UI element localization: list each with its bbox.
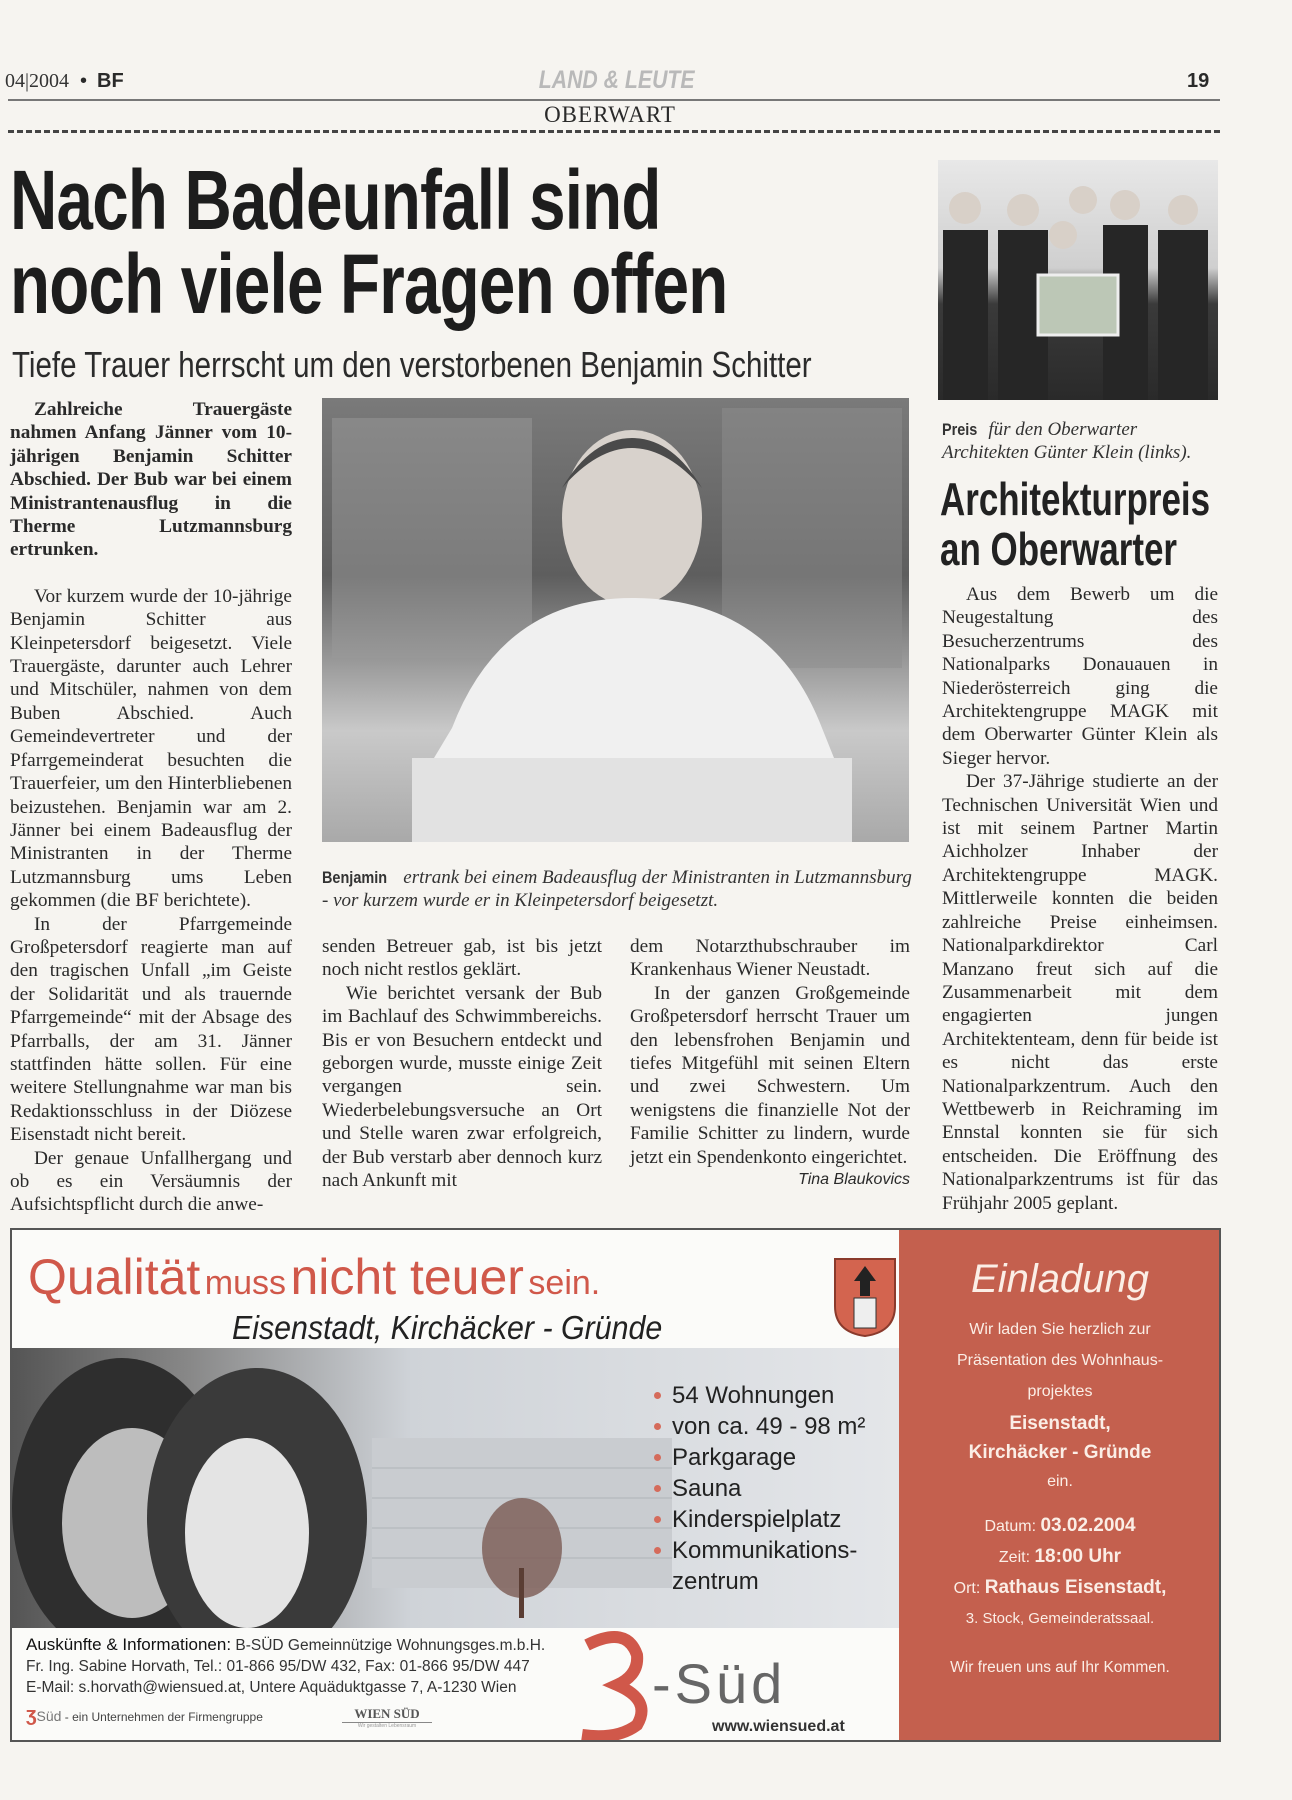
headline-line-1: Nach Badeunfall sind — [10, 153, 661, 247]
paragraph: Der genaue Unfallhergang und ob es ein Versäumnis der Aufsichtspflicht durch die anwe- — [10, 1147, 292, 1216]
main-headline — [10, 153, 728, 331]
feature-item: Sauna — [650, 1473, 865, 1504]
boy-photo — [322, 398, 909, 842]
article-column-1 — [10, 398, 292, 1217]
side-headline-line-1: Architekturpreis — [940, 473, 1211, 525]
header-rule — [8, 99, 1220, 101]
paragraph: dem Notarzthubschrauber im Krankenhaus Wiener Neustadt. — [630, 936, 910, 981]
place-label: Ort: — [953, 1580, 981, 1597]
side-headline-line-2: an Oberwarter — [940, 523, 1178, 575]
wien-sued-tagline: Wir gestalten Lebensraum — [357, 1723, 417, 1729]
article-column-2 — [322, 935, 602, 1192]
separator-bullet: • — [80, 70, 88, 92]
page-number: 19 — [1187, 70, 1210, 92]
ad-location: Eisenstadt, Kirchäcker - Gründe — [232, 1309, 663, 1346]
invitation-closing: Wir freuen uns auf Ihr Kommen. — [950, 1659, 1170, 1676]
paragraph: senden Betreuer gab, ist bis jetzt noch nicht restlos geklärt. — [322, 936, 602, 981]
feature-item: Parkgarage — [650, 1442, 865, 1473]
slogan-word: muss — [204, 1264, 287, 1302]
ad-image-band — [12, 1348, 899, 1628]
date-value: 03.02.2004 — [1040, 1515, 1136, 1536]
caption-bold: Benjamin — [322, 868, 388, 887]
slogan-word: sein. — [528, 1264, 601, 1302]
b-sued-logo-text: -Süd — [652, 1652, 787, 1715]
advertisement — [10, 1228, 1221, 1742]
invitation-intro: Wir laden Sie herzlich zur Präsentation des Wohnhaus-projektes — [956, 1321, 1164, 1400]
author-byline: Tina Blaukovics — [798, 1171, 910, 1189]
award-photo-illustration — [938, 160, 1218, 400]
boy-photo-illustration — [322, 398, 909, 842]
issue-number: 04|2004 — [5, 70, 70, 92]
group-note-text: - ein Unternehmen der Firmengruppe — [64, 1710, 263, 1724]
feature-item: von ca. 49 - 98 m² — [650, 1411, 865, 1442]
feature-list — [650, 1380, 865, 1597]
subheadline: Tiefe Trauer herrscht um den verstorbenen Benjamin Schitter — [12, 344, 812, 385]
award-photo — [938, 160, 1218, 400]
small-b-logo-icon: ʒ — [26, 1704, 37, 1726]
slogan-word: nicht teuer — [290, 1249, 524, 1305]
contact-label: Auskünfte & Informationen: — [26, 1635, 232, 1654]
invitation-time — [899, 1542, 1221, 1573]
time-label: Zeit: — [998, 1549, 1031, 1566]
article-lead: Zahlreiche Trauergäste nahmen Anfang Jänner vom 10-jährigen Benjamin Schitter Abschied. Der Bub war bei einem Ministrantenausflug in die Therme Lutzmannsburg ertrunken. — [10, 399, 292, 561]
headline-line-2: noch viele Fragen offen — [10, 237, 728, 331]
paragraph: In der Pfarrgemeinde Großpetersdorf reagierte man auf den tragischen Unfall „im Geiste der Solidarität und als trauernde Pfarrgemeinde“ mit der Absage des Pfarrballs, der am 31. Jänner stattfinden hätte sollen. Für eine weitere Stellungnahme war man bis Redaktionsschluss in der Diözese Eisenstadt nicht bereit. — [10, 913, 292, 1146]
invitation-ein: ein. — [1047, 1473, 1073, 1490]
paragraph: Wie berichtet versank der Bub im Bachlauf des Schwimmbereichs. Bis er von Besuchern entdeckt und geborgen wurde, musste einige Zeit vergangen sein. Wiederbelebungsversuche an Ort und Stelle waren zwar erfolgreich, der Bub verstarb aber dennoch kurz nach Ankunft mit — [322, 982, 602, 1192]
website-link[interactable]: www.wiensued.at — [712, 1718, 845, 1735]
time-value: 18:00 Uhr — [1034, 1546, 1122, 1567]
award-photo-caption — [942, 418, 1220, 465]
feature-item: 54 Wohnungen — [650, 1380, 865, 1411]
small-logo-text: Süd — [36, 1708, 62, 1724]
place-detail: 3. Stock, Gemeinderatssaal. — [965, 1610, 1155, 1627]
ad-slogan — [28, 1248, 600, 1306]
contact-company: B-SÜD Gemeinnützige Wohnungsges.m.b.H. — [235, 1637, 546, 1654]
slogan-word: Qualität — [28, 1249, 201, 1305]
contact-phone: Fr. Ing. Sabine Horvath, Tel.: 01-866 95/DW 432, Fax: 01-866 95/DW 447 — [26, 1658, 530, 1675]
caption-text: für den Oberwarter Architekten Günter Klein (links). — [942, 419, 1192, 464]
project-name-1: Eisenstadt, — [1009, 1413, 1111, 1434]
page-header — [5, 66, 1220, 100]
invitation-panel — [899, 1230, 1221, 1740]
contact-email-address: E-Mail: s.horvath@wiensued.at, Untere Aquäduktgasse 7, A-1230 Wien — [26, 1679, 517, 1696]
caption-text: ertrank bei einem Badeausflug der Ministranten in Lutzmannsburg - vor kurzem wurde er in Kleinpetersdorf beigesetzt. — [322, 867, 912, 912]
feature-item: Kinderspielplatz — [650, 1504, 865, 1535]
boy-photo-caption — [322, 866, 912, 913]
group-note — [26, 1704, 263, 1728]
paragraph: In der ganzen Großgemeinde Großpetersdorf herrscht Trauer um den lebensfrohen Benjamin und tiefes Mitgefühl mit seinen Eltern und zwei Schwestern. Um wenigstens die finanzielle Not der Familie Schitter zu lindern, wurde jetzt ein Spendenkonto eingerichtet. — [630, 982, 910, 1168]
invitation-place — [899, 1573, 1221, 1604]
header-dashed-rule — [8, 130, 1220, 133]
feature-item: Kommunikations-zentrum — [650, 1535, 850, 1597]
ad-contact — [26, 1634, 545, 1698]
side-headline — [940, 474, 1210, 574]
invitation-date — [899, 1511, 1221, 1542]
section-title: LAND & LEUTE — [538, 66, 695, 94]
side-article-body — [942, 583, 1218, 1215]
coat-of-arms-icon — [832, 1256, 898, 1338]
paper-name: BF — [97, 70, 124, 92]
paragraph: Der 37-Jährige studierte an der Technischen Universität Wien und ist mit seinem Partner Martin Aichholzer Inhaber der Architektengruppe MAGK. Mittlerweile konnten die beiden zahlreiche Preise einheimsen. Nationalparkdirektor Carl Manzano freut sich auf die Zusammenarbeit mit dem engagierten jungen Architektenteam, denn für beide ist es nicht das erste Nationalparkzentrum. Auch den Wettbewerb in Reichraming im Ennstal konnten sie für sich entscheiden. Die Eröffnung des Nationalparkzentrums ist für das Frühjahr 2005 geplant. — [942, 771, 1218, 1214]
invitation-title: Einladung — [971, 1257, 1149, 1301]
date-label: Datum: — [984, 1518, 1037, 1535]
caption-bold: Preis — [942, 420, 978, 439]
paragraph: Aus dem Bewerb um die Neugestaltung des Besucherzentrums des Nationalparks Donauauen in Niederösterreich ging die Architektengruppe MAGK mit dem Oberwarter Günter Klein als Sieger hervor. — [942, 584, 1218, 769]
project-name-2: Kirchäcker - Gründe — [968, 1442, 1152, 1463]
wien-sued-logo-text: WIEN SÜD — [342, 1706, 432, 1723]
wien-sued-logo — [342, 1706, 432, 1730]
article-column-3 — [630, 935, 910, 1191]
paragraph: Vor kurzem wurde der 10-jährige Benjamin Schitter aus Kleinpetersdorf beigesetzt. Viele Trauergäste, darunter auch Lehrer und Mitschüler, nahmen von dem Buben Abschied. Auch Gemeindevertreter und der Pfarrgemeinderat besuchten die Trauerfeier, um den Hinterbliebenen beizustehen. Benjamin war am 2. Jänner bei einem Badeausflug der Ministranten in der Therme Lutzmannsburg ums Leben gekommen (die BF berichtete). — [10, 585, 292, 912]
place-value: Rathaus Eisenstadt, — [984, 1577, 1167, 1598]
region-title: OBERWART — [544, 102, 676, 127]
